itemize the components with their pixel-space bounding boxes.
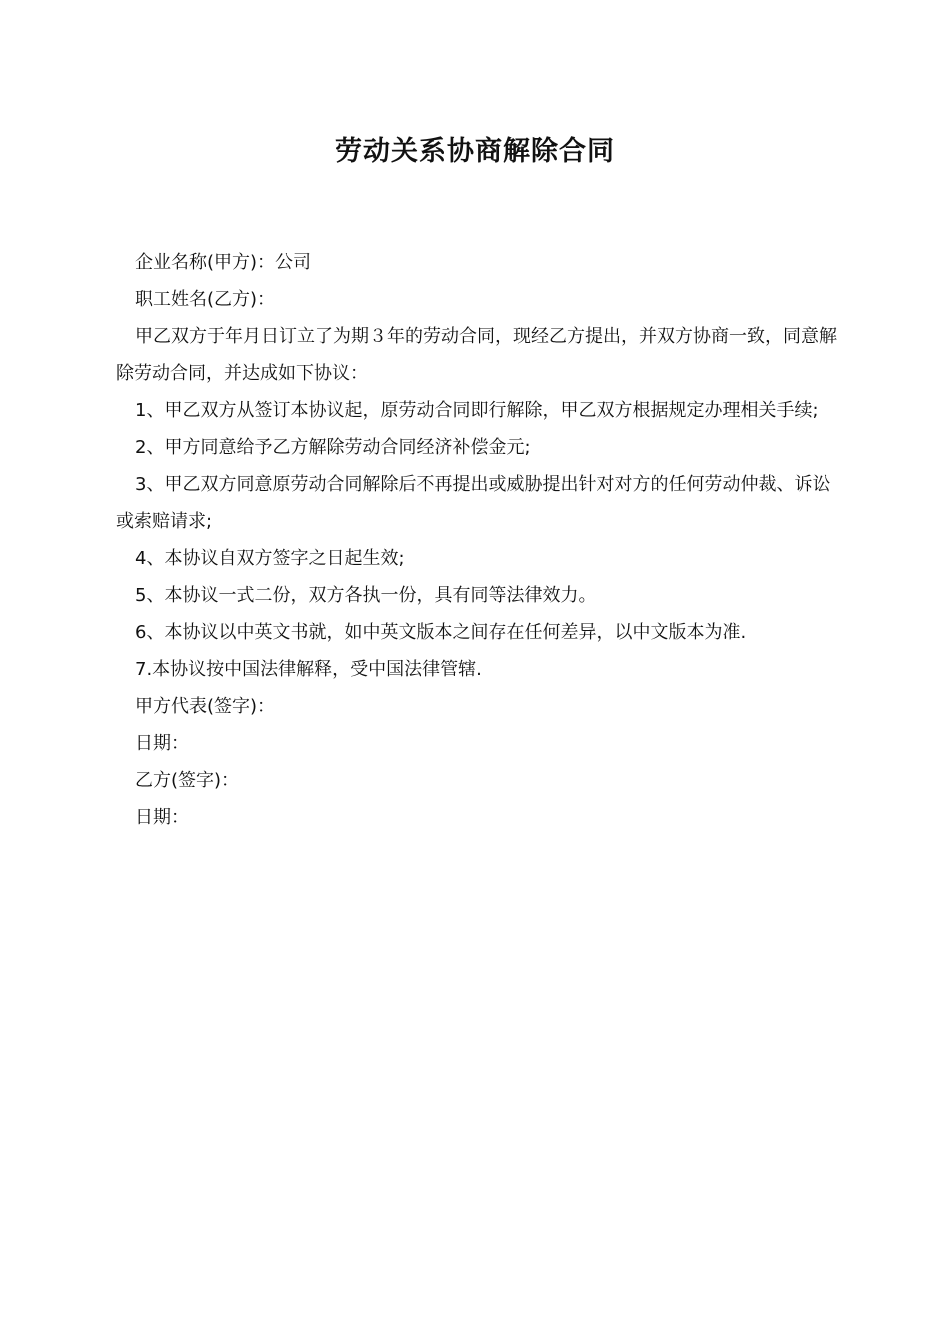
party-a-company: 企业名称(甲方)：公司 bbox=[135, 252, 312, 273]
document-title: 劳动关系协商解除合同 bbox=[335, 136, 615, 167]
party-b-date-line: 日期： bbox=[135, 807, 189, 828]
document-body bbox=[116, 244, 840, 836]
clause-2: 2、甲方同意给予乙方解除劳动合同经济补偿金元; bbox=[135, 437, 531, 458]
clause-5: 5、本协议一式二份，双方各执一份，具有同等法律效力。 bbox=[135, 585, 597, 606]
clause-3: 3、甲乙双方同意原劳动合同解除后不再提出或威胁提出针对对方的任何劳动仲裁、诉讼或索赔请求; bbox=[116, 474, 831, 532]
party-a-signature-line: 甲方代表(签字)： bbox=[135, 696, 276, 717]
clause-1: 1、甲乙双方从签订本协议起，原劳动合同即行解除，甲乙双方根据规定办理相关手续; bbox=[135, 400, 819, 421]
clause-6: 6、本协议以中英文书就，如中英文版本之间存在任何差异，以中文版本为准. bbox=[135, 622, 747, 643]
party-a-date-line: 日期： bbox=[135, 733, 189, 754]
clause-4: 4、本协议自双方签字之日起生效; bbox=[135, 548, 405, 569]
party-b-signature-line: 乙方(签字)： bbox=[135, 770, 240, 791]
party-b-employee: 职工姓名(乙方)： bbox=[135, 289, 276, 310]
clause-7: 7.本协议按中国法律解释，受中国法律管辖. bbox=[135, 659, 482, 680]
agreement-intro: 甲乙双方于年月日订立了为期３年的劳动合同，现经乙方提出，并双方协商一致，同意解除劳动合同，并达成如下协议： bbox=[116, 326, 837, 384]
